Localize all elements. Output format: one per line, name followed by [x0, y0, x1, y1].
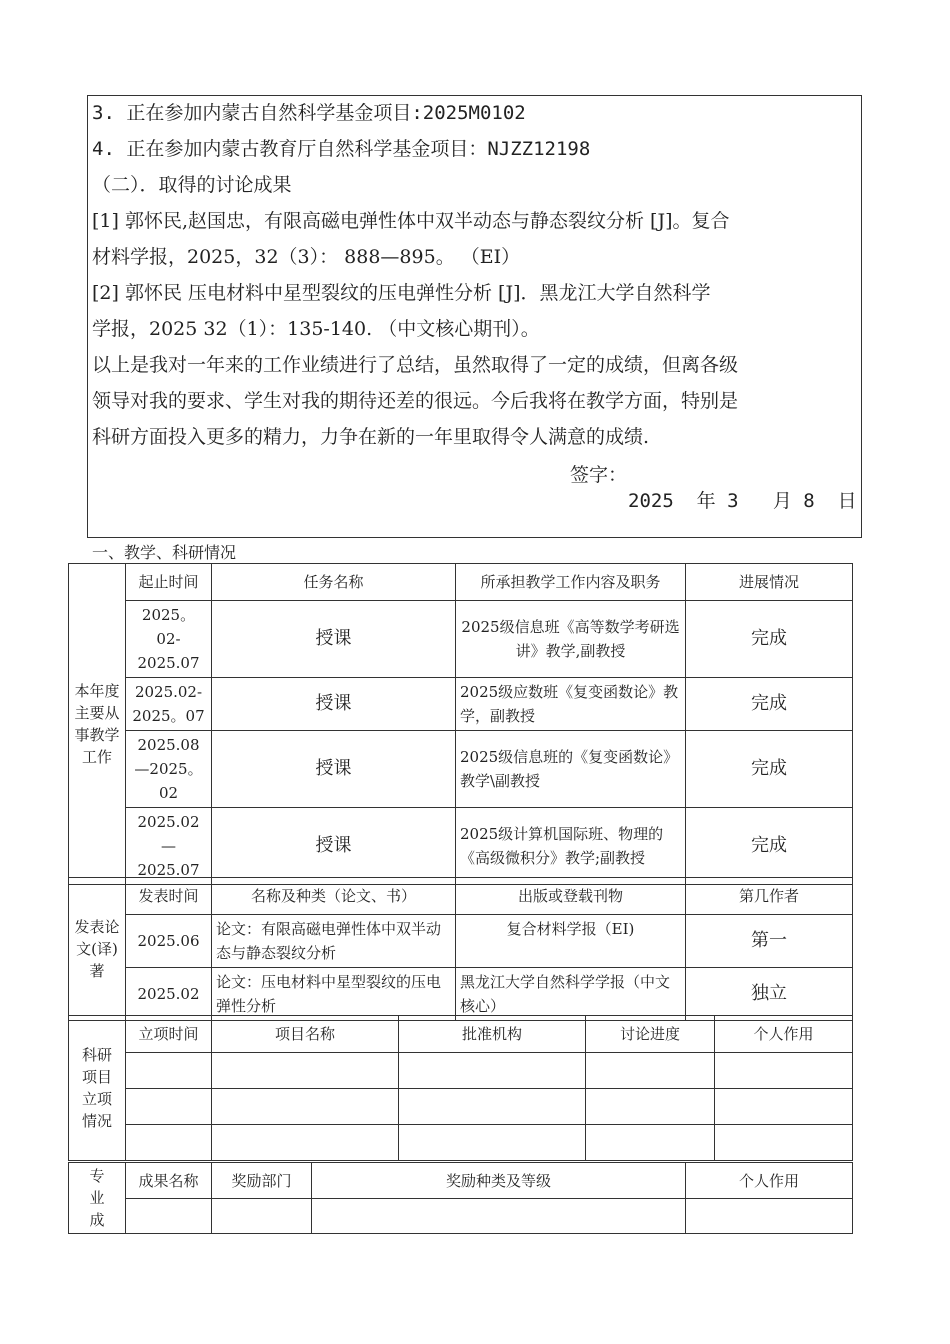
papers-header-name: 名称及种类（论文、书）	[212, 878, 456, 915]
projects-header-time: 立项时间	[126, 1016, 212, 1053]
teaching-task: 授课	[212, 678, 456, 731]
teaching-time: 2025.08—2025。02	[126, 731, 212, 808]
projects-section-label: 科研项目立项情况	[69, 1016, 126, 1161]
paper-journal: 黑龙江大学自然科学学报（中文核心）	[456, 968, 686, 1021]
summary-line-1: 以上是我对一年来的工作业绩进行了总结，虽然取得了一定的成绩，但离各级	[92, 354, 739, 376]
summary-line-2: 领导对我的要求、学生对我的期待还差的很远。今后我将在教学方面，特别是	[92, 390, 739, 412]
teaching-content: 2025级计算机国际班、物理的《高级微积分》教学;副教授	[456, 808, 686, 885]
paper-1-line-1: [1] 郭怀民,赵国忠，有限高磁电弹性体中双半动态与静态裂纹分析 [J]。复合	[92, 210, 730, 232]
projects-table	[68, 1015, 853, 1161]
projects-header-role: 个人作用	[715, 1016, 853, 1053]
teaching-task: 授课	[212, 731, 456, 808]
achievements-header-type: 奖励种类及等级	[312, 1163, 686, 1199]
table-row	[69, 1199, 853, 1234]
teaching-content: 2025级应数班《复变函数论》教学，副教授	[456, 678, 686, 731]
project-line-4: 4. 正在参加内蒙古教育厅自然科学基金项目：NJZZ12198	[92, 138, 591, 160]
table-row	[69, 731, 853, 808]
teaching-table	[68, 563, 853, 885]
teaching-status: 完成	[686, 678, 853, 731]
teaching-header-content: 所承担教学工作内容及职务	[456, 564, 686, 601]
papers-section-label: 发表论文(译)著	[69, 878, 126, 1021]
table-row	[69, 1089, 853, 1125]
teaching-header-status: 进展情况	[686, 564, 853, 601]
teaching-task: 授课	[212, 601, 456, 678]
teaching-time: 2025.02—2025.07	[126, 808, 212, 885]
achievements-header-name: 成果名称	[126, 1163, 212, 1199]
table-row	[69, 915, 853, 968]
projects-header-agency: 批准机构	[399, 1016, 586, 1053]
paper-time: 2025.02	[126, 968, 212, 1021]
signature-date: 2025 年 3 月 8 日	[628, 490, 857, 512]
papers-header-time: 发表时间	[126, 878, 212, 915]
paper-2-line-1: [2] 郭怀民 压电材料中星型裂纹的压电弹性分析 [J]．黑龙江大学自然科学	[92, 282, 711, 304]
table-row	[69, 1125, 853, 1161]
paper-author: 独立	[686, 968, 853, 1021]
teaching-time: 2025。02-2025.07	[126, 601, 212, 678]
papers-header-journal: 出版或登载刊物	[456, 878, 686, 915]
projects-header-name: 项目名称	[212, 1016, 399, 1053]
projects-header-progress: 讨论进度	[586, 1016, 715, 1053]
table-row	[69, 1053, 853, 1089]
table-row	[69, 601, 853, 678]
teaching-section-label: 本年度主要从事教学工作	[69, 564, 126, 885]
teaching-header-time: 起止时间	[126, 564, 212, 601]
paper-name: 论文：有限高磁电弹性体中双半动态与静态裂纹分析	[212, 915, 456, 968]
teaching-header-task: 任务名称	[212, 564, 456, 601]
papers-header-author: 第几作者	[686, 878, 853, 915]
teaching-status: 完成	[686, 601, 853, 678]
signature-label: 签字：	[570, 464, 628, 486]
achievements-header-dept: 奖励部门	[212, 1163, 312, 1199]
teaching-status: 完成	[686, 808, 853, 885]
results-heading: （二）．取得的讨论成果	[92, 174, 292, 196]
teaching-task: 授课	[212, 808, 456, 885]
teaching-time: 2025.02-2025。07	[126, 678, 212, 731]
achievements-table	[68, 1162, 853, 1234]
table-row	[69, 968, 853, 1021]
paper-2-line-2: 学报，2025 32（1）：135-140. （中文核心期刊）。	[92, 318, 540, 340]
teaching-content: 2025级信息班《高等数学考研选讲》教学,副教授	[456, 601, 686, 678]
table-row	[69, 808, 853, 885]
paper-journal: 复合材料学报（EI)	[456, 915, 686, 968]
paper-author: 第一	[686, 915, 853, 968]
project-line-3: 3. 正在参加内蒙古自然科学基金项目:2025M0102	[92, 102, 526, 124]
paper-1-line-2: 材料学报，2025，32（3）： 888—895。 （EI）	[92, 246, 521, 268]
table-row	[69, 678, 853, 731]
paper-name: 论文：压电材料中星型裂纹的压电弹性分析	[212, 968, 456, 1021]
paper-time: 2025.06	[126, 915, 212, 968]
teaching-content: 2025级信息班的《复变函数论》教学\副教授	[456, 731, 686, 808]
achievements-header-role: 个人作用	[686, 1163, 853, 1199]
papers-table	[68, 877, 853, 1021]
summary-line-3: 科研方面投入更多的精力，力争在新的一年里取得令人满意的成绩.	[92, 426, 650, 448]
achievements-section-label: 专业成	[69, 1163, 126, 1234]
teaching-status: 完成	[686, 731, 853, 808]
summary-box	[87, 95, 862, 538]
section-title: 一、教学、科研情况	[92, 543, 237, 562]
